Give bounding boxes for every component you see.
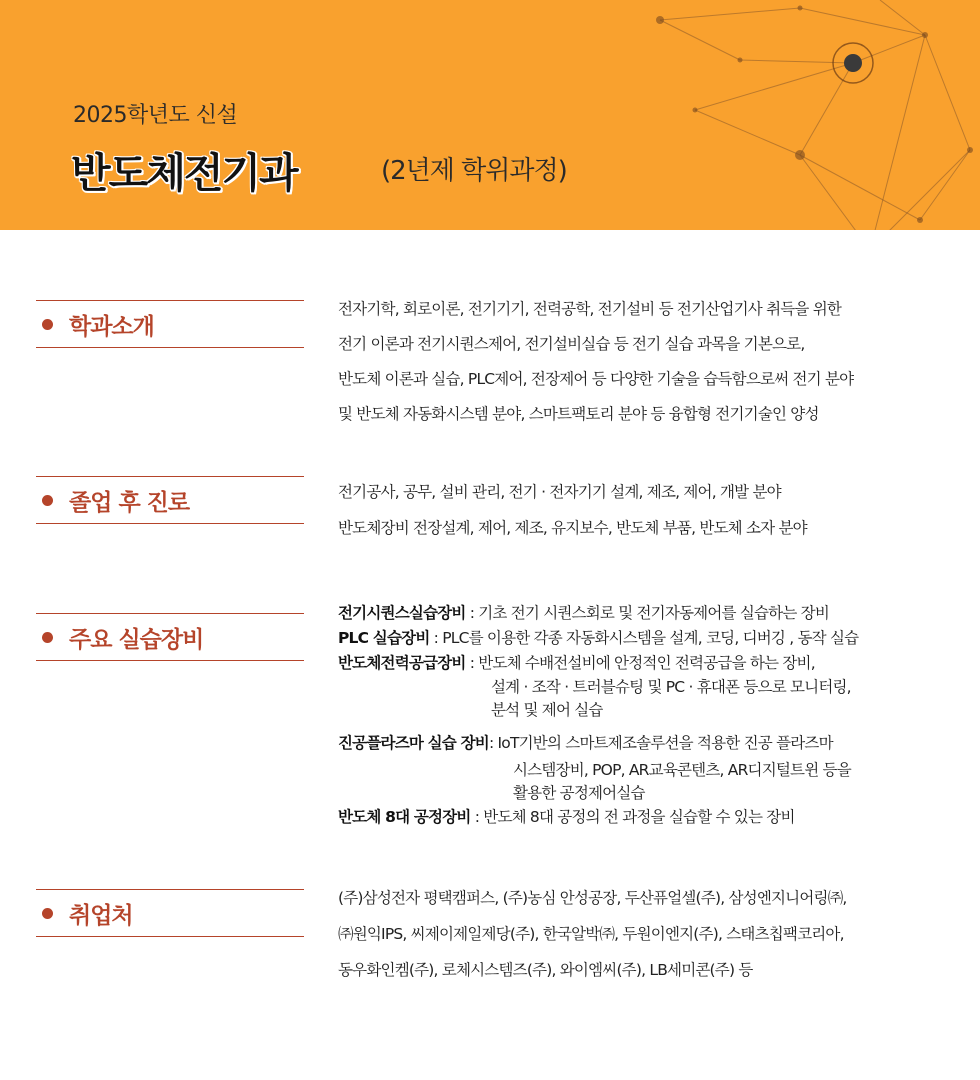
bullet-icon bbox=[42, 908, 53, 919]
intro-line: 반도체 이론과 실습, PLC제어, 전장제어 등 다양한 기술을 습득함으로써 전기 분야 bbox=[338, 370, 854, 388]
bullet-icon bbox=[42, 632, 53, 643]
equipment-name: 진공플라즈마 실습 장비 bbox=[338, 734, 489, 752]
separator: : bbox=[470, 808, 484, 826]
equipment-desc: 반도체 수배전설비에 안정적인 전력공급을 하는 장비, bbox=[478, 654, 815, 672]
network-decoration bbox=[620, 0, 980, 230]
employers-line: 동우화인켐(주), 로체시스템즈(주), 와이엠씨(주), LB세미콘(주) 등 bbox=[338, 961, 753, 979]
intro-line: 전기 이론과 전기시퀀스제어, 전기설비실습 등 전기 실습 과목을 기본으로, bbox=[338, 335, 805, 353]
section-header-intro bbox=[36, 300, 304, 348]
equipment-item bbox=[338, 805, 795, 827]
employers-text bbox=[338, 880, 847, 988]
employers-line: (주)삼성전자 평택캠퍼스, (주)농심 안성공장, 두산퓨얼셀(주), 삼성엔지니어링㈜, bbox=[338, 889, 847, 907]
equipment-desc-cont: 시스템장비, POP, AR교육콘텐츠, AR디지털트윈 등을 bbox=[513, 761, 851, 779]
equipment-item bbox=[338, 731, 833, 753]
section-title: 주요 실습장비 bbox=[69, 626, 204, 653]
equipment-desc: 반도체 8대 공정의 전 과정을 실습할 수 있는 장비 bbox=[483, 808, 795, 826]
equipment-item bbox=[338, 626, 858, 648]
separator: : bbox=[488, 734, 498, 752]
intro-text bbox=[338, 292, 853, 432]
equipment-name: PLC 실습장비 bbox=[338, 629, 430, 647]
section-header-equipment bbox=[36, 613, 304, 661]
separator: : bbox=[465, 654, 479, 672]
separator: : bbox=[465, 604, 479, 622]
header-banner bbox=[0, 0, 980, 230]
page-title: 반도체전기과 bbox=[71, 149, 297, 197]
equipment-item bbox=[338, 601, 829, 623]
academic-year: 2025학년도 신설 bbox=[73, 103, 238, 128]
section-title: 학과소개 bbox=[69, 313, 154, 340]
career-line: 전기공사, 공무, 설비 관리, 전기 · 전자기기 설계, 제조, 제어, 개발 분야 bbox=[338, 483, 781, 501]
equipment-desc-cont: 설계 · 조작 · 트러블슈팅 및 PC · 휴대폰 등으로 모니터링, bbox=[491, 678, 851, 696]
equipment-name: 반도체전력공급장비 bbox=[338, 654, 466, 672]
section-header-career bbox=[36, 476, 304, 524]
bullet-icon bbox=[42, 319, 53, 330]
section-title: 취업처 bbox=[69, 902, 133, 929]
career-line: 반도체장비 전장설계, 제어, 제조, 유지보수, 반도체 부품, 반도체 소자 분야 bbox=[338, 519, 807, 537]
equipment-item bbox=[338, 651, 815, 673]
separator: : bbox=[429, 629, 443, 647]
career-text bbox=[338, 474, 807, 546]
equipment-desc-cont: 활용한 공정제어실습 bbox=[513, 784, 645, 802]
equipment-name: 전기시퀀스실습장비 bbox=[338, 604, 466, 622]
equipment-desc: IoT기반의 스마트제조솔루션을 적용한 진공 플라즈마 bbox=[497, 734, 833, 752]
intro-line: 및 반도체 자동화시스템 분야, 스마트팩토리 분야 등 융합형 전기기술인 양성 bbox=[338, 405, 819, 423]
section-title: 졸업 후 진로 bbox=[69, 489, 190, 516]
employers-line: ㈜원익IPS, 씨제이제일제당(주), 한국알박㈜, 두원이엔지(주), 스태츠칩팩코리아, bbox=[338, 925, 844, 943]
equipment-name: 반도체 8대 공정장비 bbox=[338, 808, 471, 826]
section-header-employers bbox=[36, 889, 304, 937]
bullet-icon bbox=[42, 495, 53, 506]
page-subtitle: (2년제 학위과정) bbox=[381, 156, 567, 186]
equipment-desc-cont: 분석 및 제어 실습 bbox=[491, 701, 603, 719]
intro-line: 전자기학, 회로이론, 전기기기, 전력공학, 전기설비 등 전기산업기사 취득을 위한 bbox=[338, 300, 842, 318]
equipment-desc: PLC를 이용한 각종 자동화시스템을 설계, 코딩, 디버깅 , 동작 실습 bbox=[442, 629, 859, 647]
equipment-desc: 기초 전기 시퀀스회로 및 전기자동제어를 실습하는 장비 bbox=[478, 604, 829, 622]
